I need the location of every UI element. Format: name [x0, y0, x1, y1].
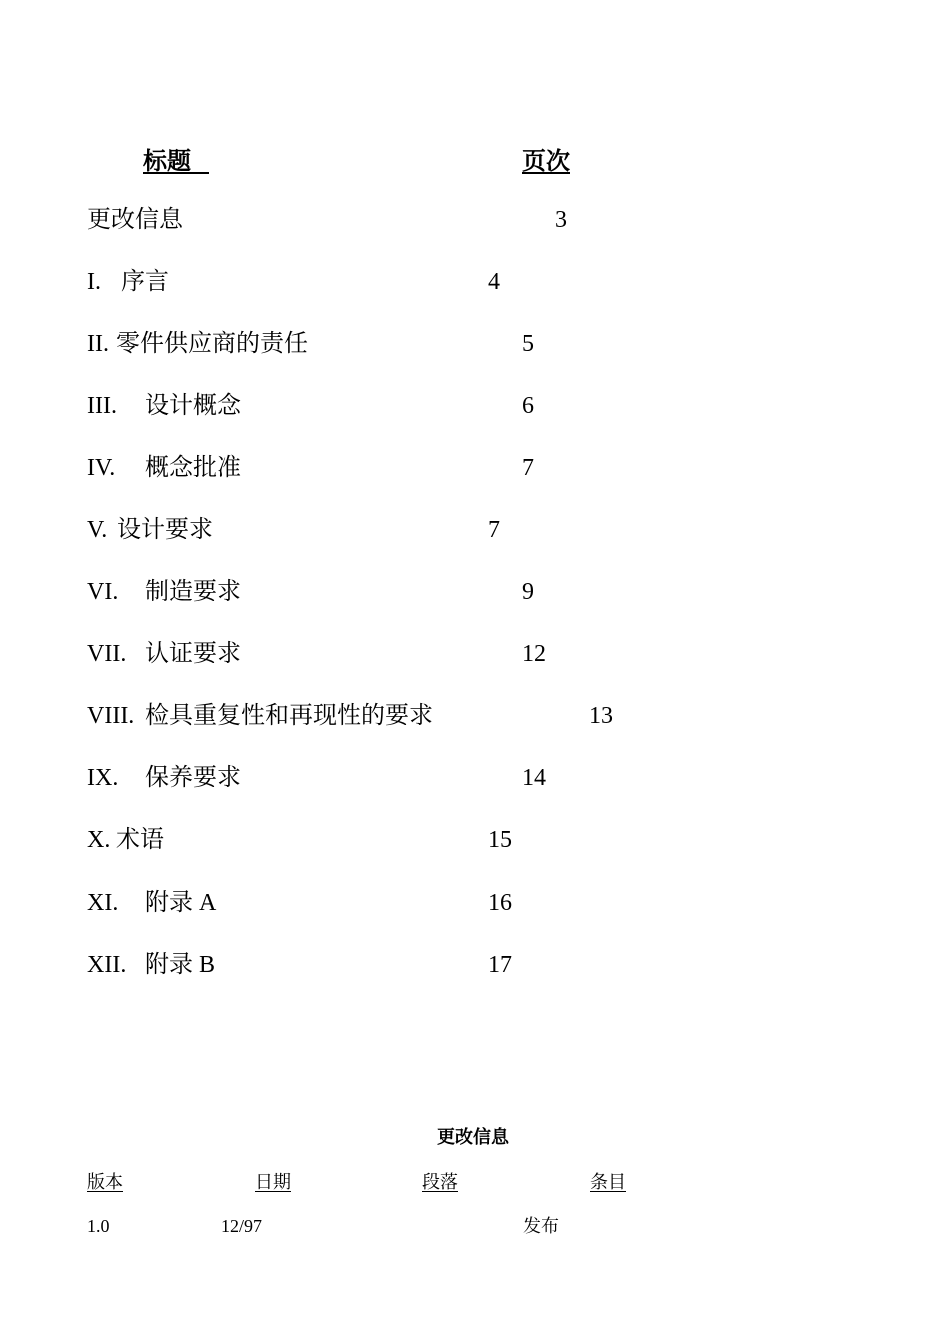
toc-entry-title: 设计要求: [117, 517, 213, 543]
toc-entry-page: 3: [555, 207, 567, 233]
cell-item: 发布: [523, 1216, 559, 1236]
toc-entry-page: 12: [522, 641, 546, 667]
toc-entry-number: III.: [87, 393, 117, 419]
toc-entry-page: 5: [522, 331, 534, 357]
toc-entry-title: 检具重复性和再现性的要求: [145, 703, 433, 729]
change-info-title: 更改信息: [437, 1127, 509, 1147]
toc-entry-page: 15: [488, 827, 512, 853]
toc-entry-title: 附录 A: [145, 890, 217, 916]
cell-version: 1.0: [87, 1216, 110, 1236]
column-header-version: 版本: [87, 1172, 123, 1192]
column-header-item: 条目: [590, 1172, 626, 1192]
toc-entry-number: VII.: [87, 641, 127, 667]
toc-entry-number: VIII.: [87, 703, 135, 729]
toc-entry-title: 保养要求: [145, 765, 241, 791]
toc-entry-page: 7: [488, 517, 500, 543]
toc-entry-number: VI.: [87, 579, 119, 605]
toc-entry-title: 更改信息: [87, 207, 183, 233]
toc-entry-title: 术语: [116, 827, 164, 853]
toc-entry-title: 认证要求: [145, 641, 241, 667]
toc-entry-title: 零件供应商的责任: [116, 331, 308, 357]
toc-entry-title: 制造要求: [145, 579, 241, 605]
toc-entry-number: XI.: [87, 890, 119, 916]
toc-entry-number: X.: [87, 827, 111, 853]
toc-entry-title: 设计概念: [145, 393, 241, 419]
toc-entry-page: 13: [589, 703, 613, 729]
toc-entry-page: 16: [488, 890, 512, 916]
column-header-date: 日期: [255, 1172, 291, 1192]
toc-entry-page: 14: [522, 765, 546, 791]
column-header-paragraph: 段落: [422, 1172, 458, 1192]
toc-entry-number: XII.: [87, 952, 127, 978]
toc-entry-page: 9: [522, 579, 534, 605]
toc-entry-title: 概念批准: [145, 455, 241, 481]
toc-entry-number: I.: [87, 269, 101, 295]
toc-entry-page: 7: [522, 455, 534, 481]
toc-entry-title: 附录 B: [145, 952, 216, 978]
toc-entry-title: 序言: [121, 269, 169, 295]
toc-entry-number: IX.: [87, 765, 119, 791]
toc-entry-page: 4: [488, 269, 500, 295]
toc-header-page: 页次: [522, 149, 570, 175]
toc-entry-number: II.: [87, 331, 109, 357]
cell-date: 12/97: [221, 1216, 263, 1236]
toc-entry-number: V.: [87, 517, 108, 543]
toc-entry-number: IV.: [87, 455, 116, 481]
toc-header-title: 标题: [143, 149, 191, 175]
toc-entry-page: 17: [488, 952, 512, 978]
toc-entry-page: 6: [522, 393, 534, 419]
